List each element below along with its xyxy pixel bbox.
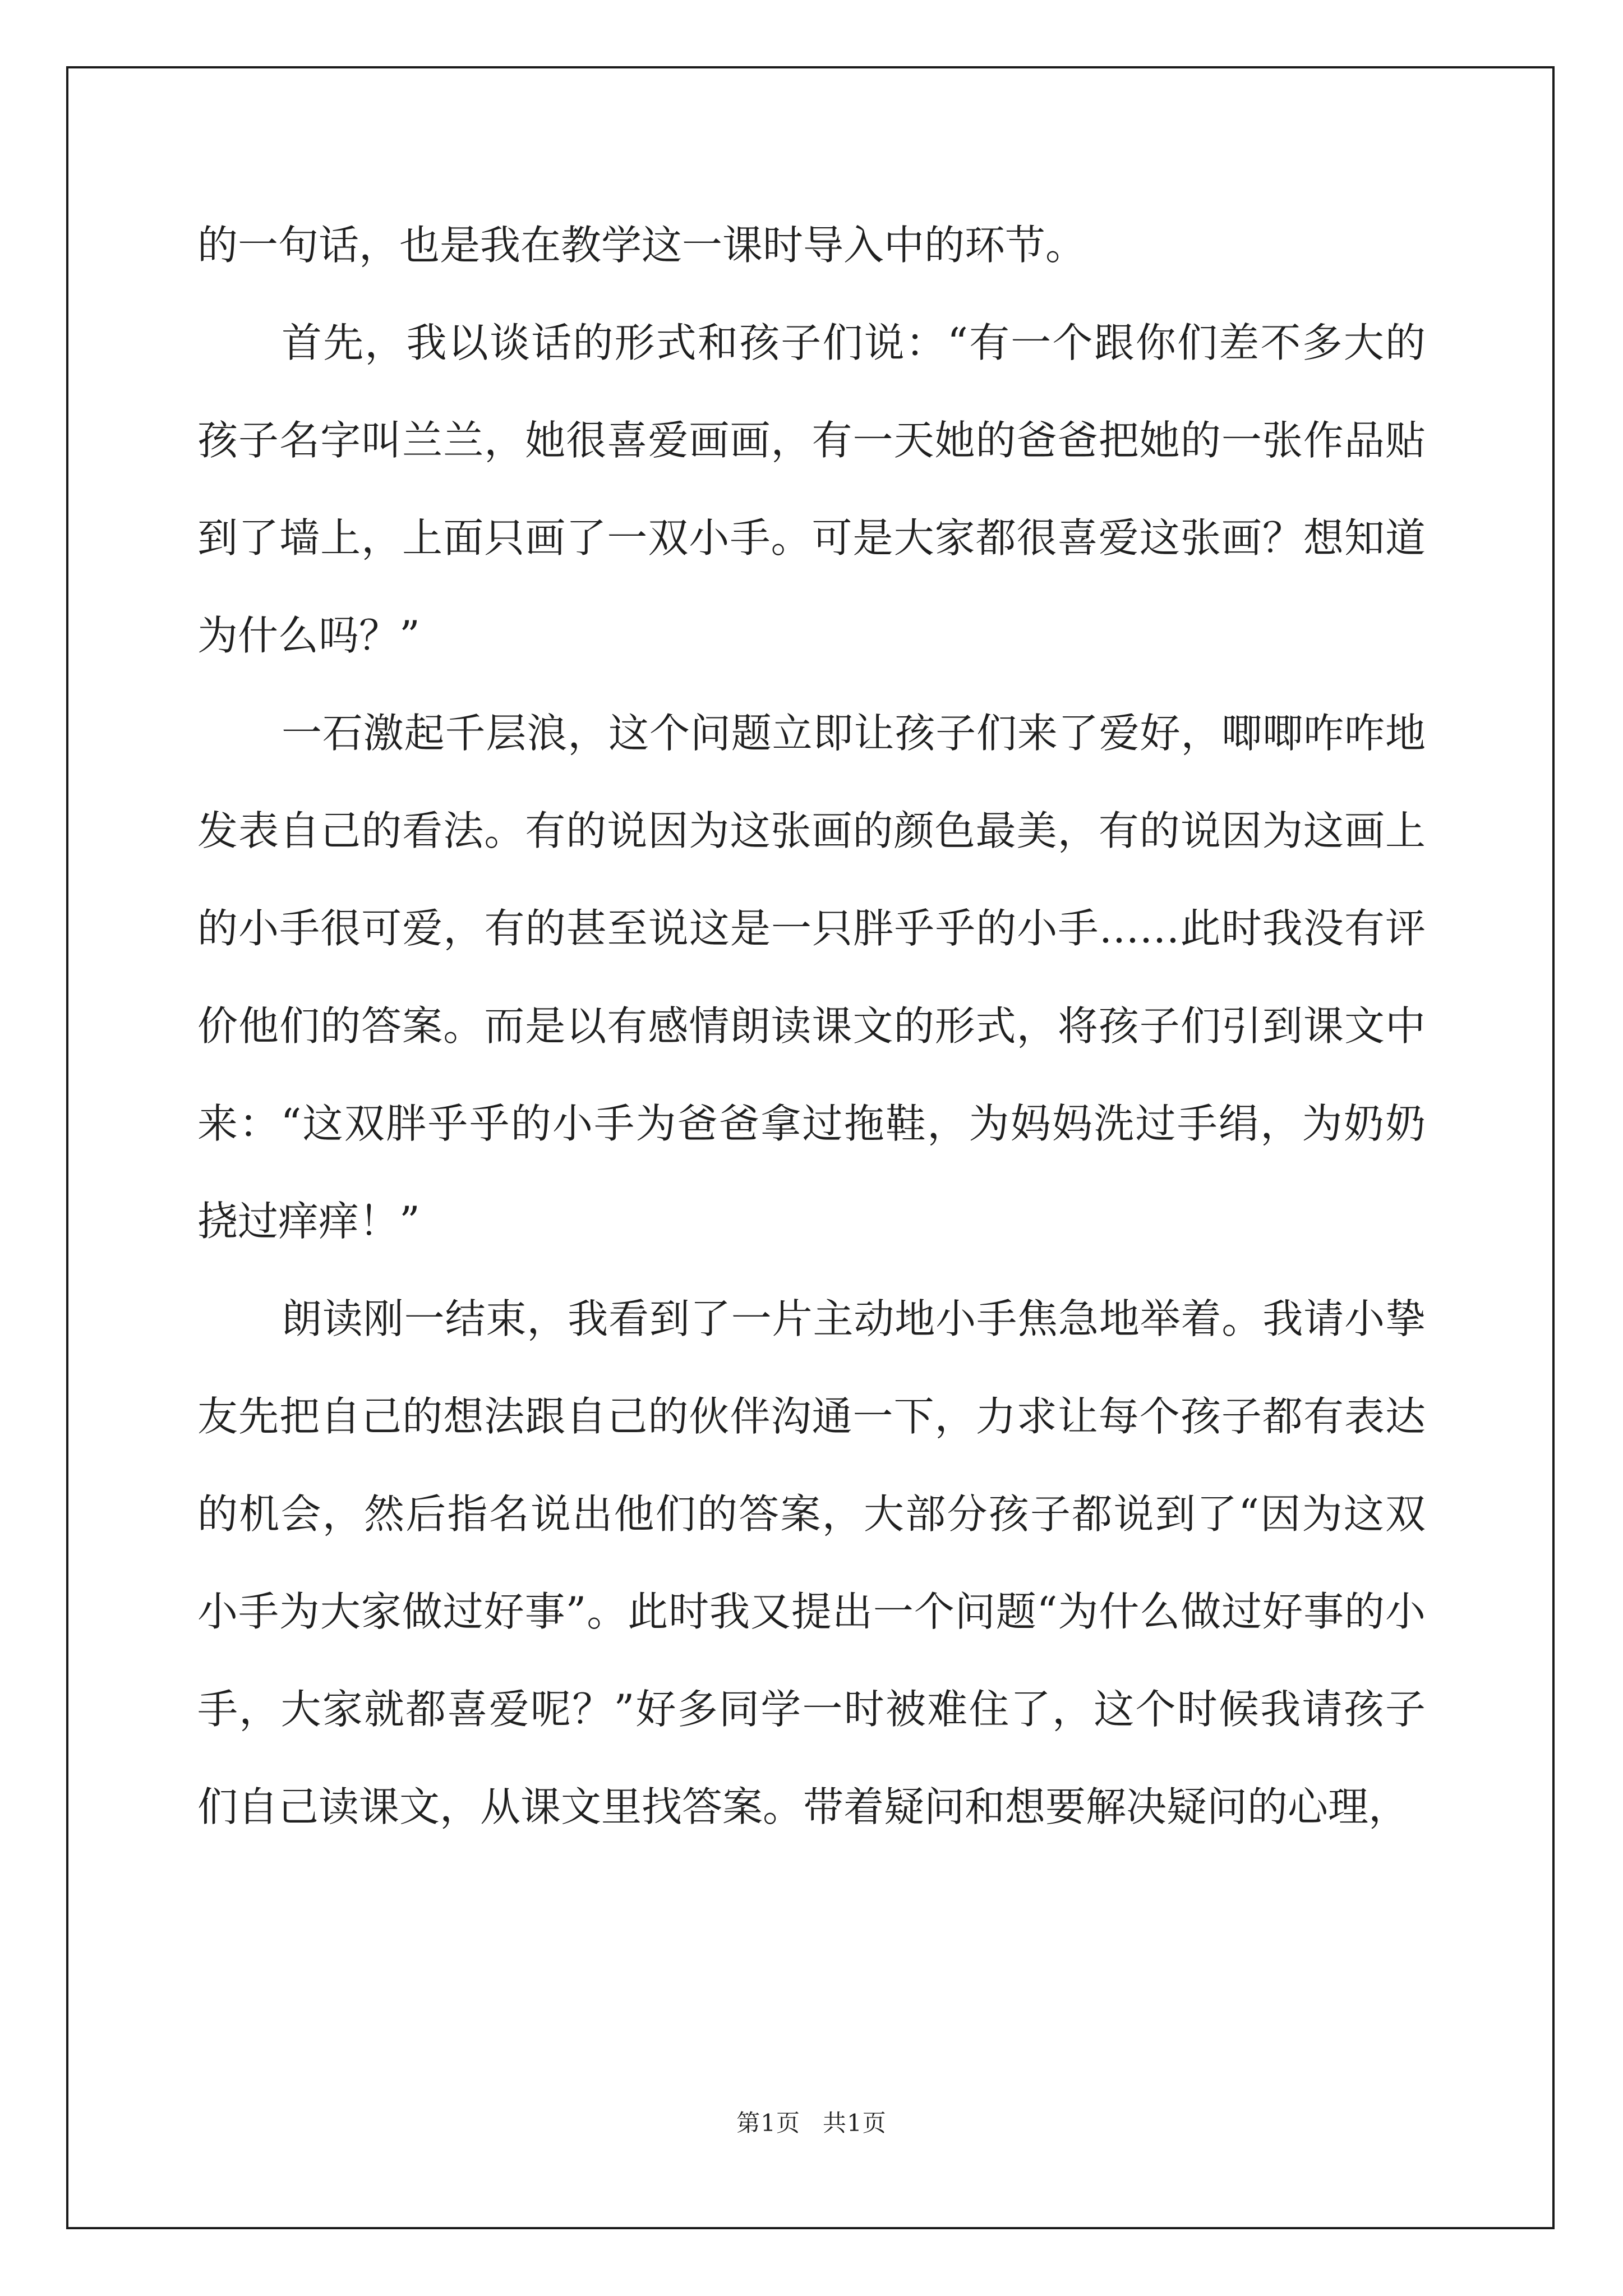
page-footer bbox=[0, 2105, 1623, 2138]
paragraph-1: 的一句话，也是我在教学这一课时导入中的环节。 bbox=[197, 222, 1086, 269]
paragraph-2: 首先，我以谈话的形式和孩子们说：“有一个跟你们差不多大的孩子名字叫兰兰，她很喜爱画画，有一天她的爸爸把她的一张作品贴到了墙上，上面只画了一双小手。可是大家都很喜爱这张画？想知道为什么吗？” bbox=[197, 319, 1426, 659]
page-total: 共1页 bbox=[823, 2109, 887, 2137]
document-body bbox=[197, 196, 1426, 1856]
page-number: 第1页 bbox=[736, 2109, 800, 2137]
paragraph-3: 一石激起千层浪，这个问题立即让孩子们来了爱好，唧唧咋咋地发表自己的看法。有的说因为这张画的颜色最美，有的说因为这画上的小手很可爱，有的甚至说这是一只胖乎乎的小手……此时我没有评价他们的答案。而是以有感情朗读课文的形式，将孩子们引到课文中来：“这双胖乎乎的小手为爸爸拿过拖鞋，为妈妈洗过手绢，为奶奶挠过痒痒！” bbox=[197, 710, 1426, 1245]
paragraph-4: 朗读刚一结束，我看到了一片主动地小手焦急地举着。我请小挚友先把自己的想法跟自己的伙伴沟通一下，力求让每个孩子都有表达的机会，然后指名说出他们的答案，大部分孩子都说到了“因为这双小手为大家做过好事”。此时我又提出一个问题“为什么做过好事的小手，大家就都喜爱呢？”好多同学一时被难住了，这个时候我请孩子们自己读课文，从课文里找答案。带着疑问和想要解决疑问的心理， bbox=[197, 1295, 1426, 1830]
